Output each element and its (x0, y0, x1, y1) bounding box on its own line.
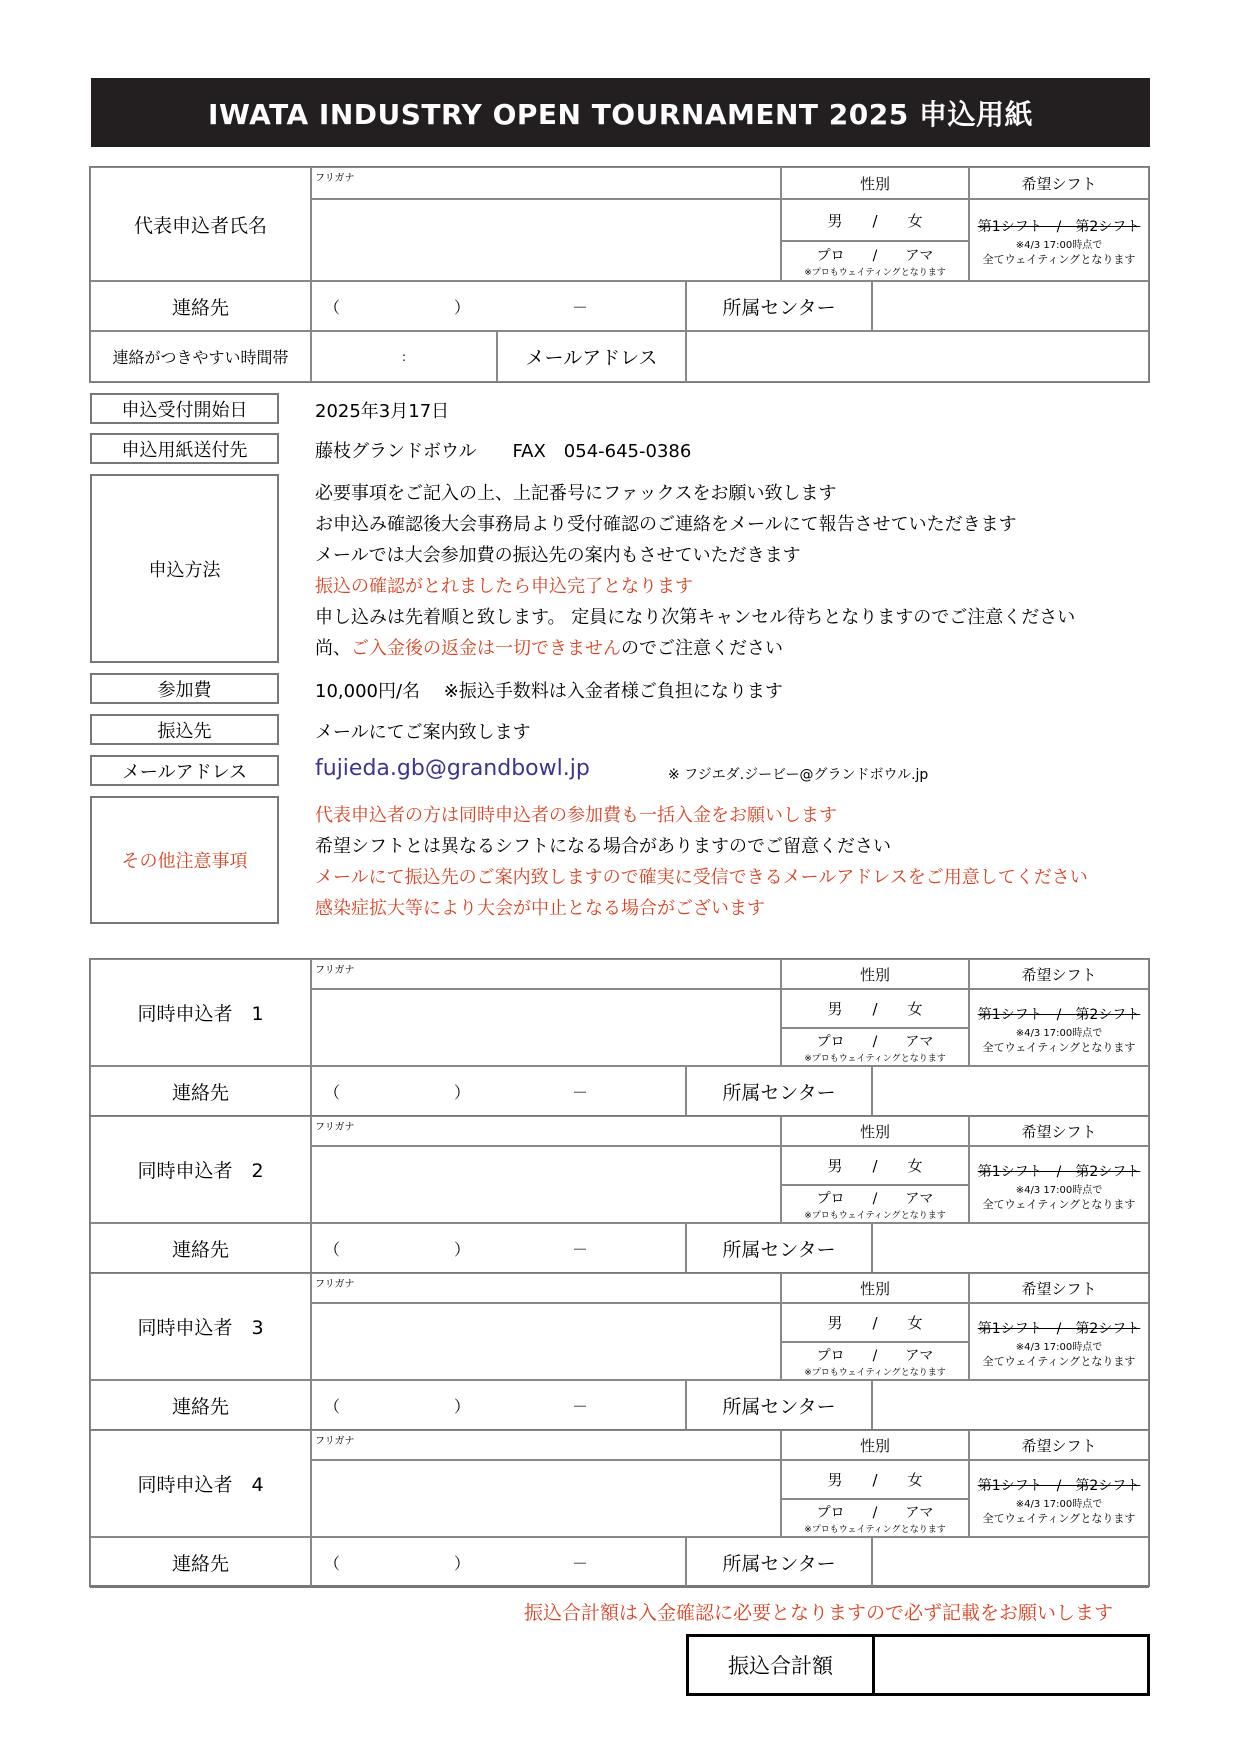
method-last-prefix: 尚、 (315, 638, 351, 659)
transfer-label: 振込先 (90, 714, 279, 745)
co-shift-note-2: 全てウェイティングとなります (982, 1198, 1136, 1211)
total-field[interactable] (872, 1634, 1150, 1696)
method-last-suffix: のでご注意ください (621, 638, 783, 659)
co-pro-ama-choice[interactable] (781, 1185, 969, 1223)
co-shift-choice[interactable] (969, 1460, 1149, 1537)
best-time-label: 連絡がつきやすい時間帯 (90, 331, 311, 382)
co-center-label: 所属センター (686, 1537, 872, 1587)
co-name-field[interactable] (311, 1146, 781, 1223)
footer-note: 振込合計額は入金確認に必要となりますので必ず記載をお願いします (524, 1602, 1114, 1624)
co-furigana-label: フリガナ (315, 1279, 355, 1290)
co-gender-header: 性別 (781, 1273, 969, 1303)
furigana-label: フリガナ (315, 173, 355, 184)
co-pro-note: ※プロもウェイティングとなります (804, 1525, 946, 1535)
co-shift-note-1: ※4/3 17:00時点で (1015, 1342, 1103, 1353)
co-phone-field[interactable] (311, 1537, 686, 1587)
other-notes-label: その他注意事項 (90, 796, 279, 924)
other-line-4: 感染症拡大等により大会が中止となる場合がございます (315, 898, 765, 919)
phone-open: （ (324, 298, 341, 317)
method-line-4: 振込の確認がとれましたら申込完了となります (315, 576, 693, 597)
co-shift-note-2: 全てウェイティングとなります (982, 1512, 1136, 1525)
co-center-label: 所属センター (686, 1380, 872, 1430)
co-applicant-label: 同時申込者 1 (90, 959, 311, 1066)
co-pro-ama-label: プロ / アマ (816, 1505, 934, 1521)
method-line-2: お申込み確認後大会事務局より受付確認のご連絡をメールにて報告させていただきます (315, 514, 1017, 535)
furigana-field[interactable] (311, 167, 781, 199)
co-phone-open: （ (324, 1240, 341, 1259)
co-center-field[interactable] (872, 1066, 1149, 1116)
mail-address-field[interactable] (686, 331, 1149, 382)
co-shift-choice[interactable] (969, 989, 1149, 1066)
contact-label: 連絡先 (90, 281, 311, 331)
method-label: 申込方法 (90, 474, 279, 663)
co-furigana-label: フリガナ (315, 1122, 355, 1133)
co-gender-choice[interactable]: 男 / 女 (781, 1146, 969, 1185)
email-reading: ※ フジエダ.ジービー@グランドボウル.jp (668, 767, 929, 783)
co-center-field[interactable] (872, 1380, 1149, 1430)
shift-note-1: ※4/3 17:00時点で (1015, 240, 1103, 251)
phone-dash: － (572, 298, 589, 317)
co-gender-choice[interactable]: 男 / 女 (781, 989, 969, 1028)
pro-ama-label: プロ / アマ (816, 248, 934, 264)
co-pro-ama-label: プロ / アマ (816, 1348, 934, 1364)
shift-options: 第1シフト / 第2シフト (977, 219, 1141, 235)
co-center-field[interactable] (872, 1537, 1149, 1587)
email-link[interactable]: fujieda.gb@grandbowl.jp (315, 756, 590, 781)
co-shift-options: 第1シフト / 第2シフト (977, 1164, 1141, 1180)
co-shift-note-2: 全てウェイティングとなります (982, 1041, 1136, 1054)
gender-choice[interactable]: 男 / 女 (781, 199, 969, 241)
co-shift-header: 希望シフト (969, 1273, 1149, 1303)
fee-value: 10,000円/名 ※振込手数料は入金者様ご負担になります (315, 681, 783, 702)
pro-note: ※プロもウェイティングとなります (804, 268, 946, 278)
co-contact-label: 連絡先 (90, 1066, 311, 1116)
co-phone-dash: － (572, 1397, 589, 1416)
best-time-field[interactable]: : (311, 331, 497, 382)
send-to-label: 申込用紙送付先 (90, 433, 279, 464)
pro-ama-choice[interactable] (781, 241, 969, 281)
other-line-2: 希望シフトとは異なるシフトになる場合がありますのでご留意ください (315, 836, 891, 857)
co-phone-open: （ (324, 1554, 341, 1573)
other-line-1: 代表申込者の方は同時申込者の参加費も一括入金をお願いします (315, 805, 837, 826)
co-applicant-label: 同時申込者 4 (90, 1430, 311, 1537)
center-field[interactable] (872, 281, 1149, 331)
co-phone-field[interactable] (311, 1223, 686, 1273)
co-center-label: 所属センター (686, 1066, 872, 1116)
co-phone-close: ） (454, 1397, 471, 1416)
co-contact-label: 連絡先 (90, 1223, 311, 1273)
co-gender-header: 性別 (781, 1116, 969, 1146)
phone-close: ） (454, 298, 471, 317)
center-label: 所属センター (686, 281, 872, 331)
email-label: メールアドレス (90, 755, 279, 786)
shift-header: 希望シフト (969, 167, 1149, 199)
co-pro-ama-choice[interactable] (781, 1028, 969, 1066)
co-shift-header: 希望シフト (969, 1116, 1149, 1146)
co-contact-label: 連絡先 (90, 1537, 311, 1587)
shift-note-2: 全てウェイティングとなります (982, 253, 1136, 266)
other-line-3: メールにて振込先のご案内致しますので確実に受信できるメールアドレスをご用意してください (315, 867, 1088, 888)
co-phone-dash: － (572, 1083, 589, 1102)
co-shift-choice[interactable] (969, 1303, 1149, 1380)
co-phone-dash: － (572, 1240, 589, 1259)
start-date-label: 申込受付開始日 (90, 393, 279, 424)
co-phone-open: （ (324, 1397, 341, 1416)
co-shift-header: 希望シフト (969, 1430, 1149, 1460)
co-applicant-label: 同時申込者 3 (90, 1273, 311, 1380)
method-last-red: ご入金後の返金は一切できません (351, 638, 621, 659)
co-furigana-field[interactable] (311, 1273, 781, 1303)
co-pro-note: ※プロもウェイティングとなります (804, 1054, 946, 1064)
co-shift-header: 希望シフト (969, 959, 1149, 989)
co-shift-options: 第1シフト / 第2シフト (977, 1007, 1141, 1023)
shift-choice[interactable] (969, 199, 1149, 281)
co-gender-header: 性別 (781, 1430, 969, 1460)
co-pro-note: ※プロもウェイティングとなります (804, 1211, 946, 1221)
co-phone-open: （ (324, 1083, 341, 1102)
method-line-6 (315, 634, 783, 660)
method-line-5: 申し込みは先着順と致します。 定員になり次第キャンセル待ちとなりますのでご注意ください (315, 607, 1076, 628)
co-pro-ama-label: プロ / アマ (816, 1191, 934, 1207)
co-furigana-field[interactable] (311, 959, 781, 989)
co-center-label: 所属センター (686, 1223, 872, 1273)
co-phone-dash: － (572, 1554, 589, 1573)
co-pro-ama-choice[interactable] (781, 1342, 969, 1380)
co-pro-ama-label: プロ / アマ (816, 1034, 934, 1050)
co-name-field[interactable] (311, 989, 781, 1066)
co-gender-choice[interactable]: 男 / 女 (781, 1303, 969, 1342)
phone-field[interactable] (311, 281, 686, 331)
co-contact-label: 連絡先 (90, 1380, 311, 1430)
co-furigana-label: フリガナ (315, 965, 355, 976)
transfer-value: メールにてご案内致します (315, 722, 531, 743)
co-pro-note: ※プロもウェイティングとなります (804, 1368, 946, 1378)
co-furigana-field[interactable] (311, 1116, 781, 1146)
co-shift-note-2: 全てウェイティングとなります (982, 1355, 1136, 1368)
method-line-1: 必要事項をご記入の上、上記番号にファックスをお願い致します (315, 483, 837, 504)
co-shift-options: 第1シフト / 第2シフト (977, 1321, 1141, 1337)
co-shift-note-1: ※4/3 17:00時点で (1015, 1185, 1103, 1196)
send-to-value: 藤枝グランドボウル FAX 054-645-0386 (315, 441, 692, 462)
mail-address-label: メールアドレス (497, 331, 686, 382)
co-shift-note-1: ※4/3 17:00時点で (1015, 1499, 1103, 1510)
representative-name-label: 代表申込者氏名 (90, 167, 311, 281)
fee-label: 参加費 (90, 673, 279, 704)
co-gender-choice[interactable]: 男 / 女 (781, 1460, 969, 1499)
co-name-field[interactable] (311, 1460, 781, 1537)
block-divider (90, 1586, 1149, 1588)
co-phone-field[interactable] (311, 1066, 686, 1116)
co-shift-options: 第1シフト / 第2シフト (977, 1478, 1141, 1494)
gender-header: 性別 (781, 167, 969, 199)
co-furigana-field[interactable] (311, 1430, 781, 1460)
co-gender-header: 性別 (781, 959, 969, 989)
method-line-3: メールでは大会参加費の振込先の案内もさせていただきます (315, 545, 801, 566)
co-phone-field[interactable] (311, 1380, 686, 1430)
co-center-field[interactable] (872, 1223, 1149, 1273)
co-shift-note-1: ※4/3 17:00時点で (1015, 1028, 1103, 1039)
co-applicant-label: 同時申込者 2 (90, 1116, 311, 1223)
co-shift-choice[interactable] (969, 1146, 1149, 1223)
co-phone-close: ） (454, 1083, 471, 1102)
co-furigana-label: フリガナ (315, 1436, 355, 1447)
name-field[interactable] (311, 199, 781, 281)
co-pro-ama-choice[interactable] (781, 1499, 969, 1537)
total-label: 振込合計額 (686, 1634, 872, 1696)
co-name-field[interactable] (311, 1303, 781, 1380)
start-date-value: 2025年3月17日 (315, 401, 450, 422)
co-phone-close: ） (454, 1240, 471, 1259)
co-phone-close: ） (454, 1554, 471, 1573)
page-title: IWATA INDUSTRY OPEN TOURNAMENT 2025 申込用紙 (91, 78, 1150, 147)
